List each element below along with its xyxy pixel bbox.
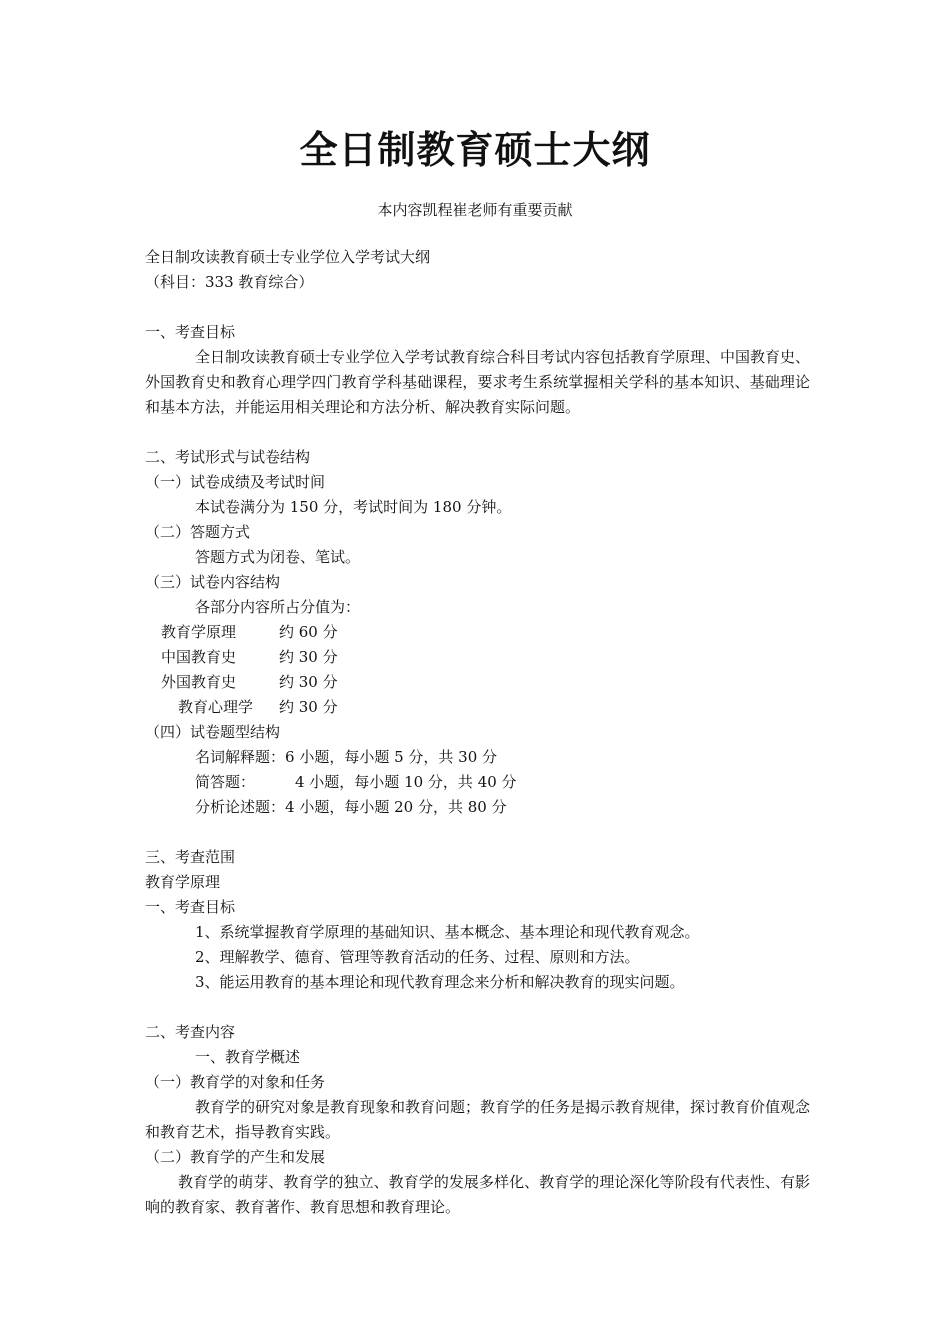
spacer <box>145 420 810 445</box>
question-type-detail: 6 小题，每小题 5 分，共 30 分 <box>285 748 498 766</box>
question-type-name: 简答题： <box>195 773 256 791</box>
answer-mode-text: 答题方式为闭卷、笔试。 <box>195 548 361 566</box>
score-time-text: 本试卷满分为 150 分，考试时间为 180 分钟。 <box>195 498 512 516</box>
intro-subject: （科目：333 教育综合） <box>145 273 314 291</box>
question-type-row <box>145 770 810 795</box>
goal-item: 1、系统掌握教育学原理的基础知识、基本概念、基本理论和现代教育观念。 <box>195 923 700 941</box>
score-points: 约 30 分 <box>279 698 338 716</box>
score-subject: 教育学原理 <box>161 623 237 641</box>
exam-goal-paragraph: 全日制攻读教育硕士专业学位入学考试教育综合科目考试内容包括教育学原理、中国教育史、外国教育史和教育心理学四门教育学科基础课程，要求考生系统掌握相关学科的基本知识、基础理论和基本方法，并能运用相关理论和方法分析、解决教育实际问题。 <box>145 348 811 416</box>
chapter-heading: 一、教育学概述 <box>195 1048 301 1066</box>
subsection-heading: （二）答题方式 <box>145 523 251 541</box>
document-subtitle: 本内容凯程崔老师有重要贡献 <box>377 201 573 219</box>
section-heading: 三、考查范围 <box>145 848 236 866</box>
spacer <box>145 295 810 320</box>
document-body <box>145 245 810 1220</box>
subsection-heading: 一、考查目标 <box>145 898 236 916</box>
spacer <box>145 995 810 1020</box>
score-row <box>145 695 810 720</box>
score-row <box>145 670 810 695</box>
subsection-heading: （三）试卷内容结构 <box>145 573 281 591</box>
score-subject: 教育心理学 <box>178 698 254 716</box>
section-heading: 一、考查目标 <box>145 323 236 341</box>
content-paragraph: 教育学的萌芽、教育学的独立、教育学的发展多样化、教育学的理论深化等阶段有代表性、有影响的教育家、教育著作、教育思想和教育理论。 <box>145 1173 810 1216</box>
intro-title: 全日制攻读教育硕士专业学位入学考试大纲 <box>145 248 431 266</box>
content-paragraph: 教育学的研究对象是教育现象和教育问题；教育学的任务是揭示教育规律，探讨教育价值观念和教育艺术，指导教育实践。 <box>145 1098 811 1141</box>
spacer <box>145 820 810 845</box>
subsection-heading: （一）教育学的对象和任务 <box>145 1073 326 1091</box>
score-share-text: 各部分内容所占分值为： <box>195 598 361 616</box>
subsection-heading: （四）试卷题型结构 <box>145 723 281 741</box>
score-row <box>145 645 810 670</box>
question-type-name: 分析论述题： <box>195 798 286 816</box>
score-subject: 外国教育史 <box>161 673 237 691</box>
question-type-detail: 4 小题，每小题 20 分，共 80 分 <box>285 798 507 816</box>
question-type-name: 名词解释题： <box>195 748 286 766</box>
question-type-row <box>145 795 810 820</box>
document-title: 全日制教育硕士大纲 <box>299 128 651 172</box>
score-subject: 中国教育史 <box>161 648 237 666</box>
score-points: 约 30 分 <box>279 648 338 666</box>
subsection-heading: （一）试卷成绩及考试时间 <box>145 473 326 491</box>
score-points: 约 60 分 <box>279 623 338 641</box>
subject-heading: 教育学原理 <box>145 873 221 891</box>
section-heading: 二、考试形式与试卷结构 <box>145 448 311 466</box>
goal-item: 3、能运用教育的基本理论和现代教育理念来分析和解决教育的现实问题。 <box>195 973 685 991</box>
question-type-detail: 4 小题，每小题 10 分，共 40 分 <box>295 773 517 791</box>
goal-item: 2、理解教学、德育、管理等教育活动的任务、过程、原则和方法。 <box>195 948 640 966</box>
subsection-heading: 二、考查内容 <box>145 1023 236 1041</box>
score-points: 约 30 分 <box>279 673 338 691</box>
score-row <box>145 620 810 645</box>
subsection-heading: （二）教育学的产生和发展 <box>145 1148 326 1166</box>
question-type-row <box>145 745 810 770</box>
